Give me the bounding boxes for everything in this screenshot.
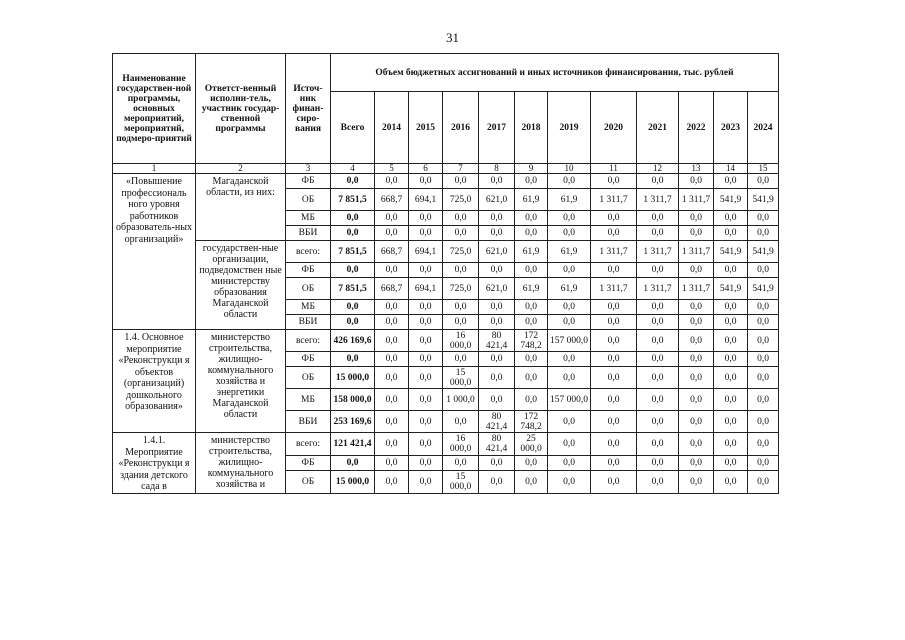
year-value-cell: 0,0 [548, 315, 591, 330]
header-year: 2018 [515, 92, 548, 164]
year-value-cell: 0,0 [515, 226, 548, 241]
column-number: 3 [286, 164, 331, 174]
header-year: 2022 [679, 92, 714, 164]
year-value-cell: 0,0 [748, 389, 779, 411]
year-value-cell: 0,0 [591, 389, 637, 411]
total-cell: 0,0 [331, 315, 375, 330]
source-cell: ОБ [286, 278, 331, 300]
source-cell: ФБ [286, 352, 331, 367]
executor-cell: министерство строительства, жилищно-коммунального хозяйства и энергетики Магаданской области [196, 330, 286, 433]
year-value-cell: 1 311,7 [679, 189, 714, 211]
year-value-cell: 0,0 [409, 470, 443, 493]
column-number: 10 [548, 164, 591, 174]
year-value-cell: 0,0 [591, 367, 637, 389]
total-cell: 158 000,0 [331, 389, 375, 411]
column-number: 15 [748, 164, 779, 174]
year-value-cell: 0,0 [748, 226, 779, 241]
year-value-cell: 0,0 [637, 367, 679, 389]
column-number: 11 [591, 164, 637, 174]
year-value-cell: 0,0 [637, 226, 679, 241]
year-value-cell: 0,0 [375, 367, 409, 389]
year-value-cell: 0,0 [679, 411, 714, 433]
year-value-cell: 0,0 [409, 330, 443, 352]
year-value-cell: 0,0 [409, 389, 443, 411]
year-value-cell: 0,0 [548, 174, 591, 189]
year-value-cell: 0,0 [679, 367, 714, 389]
year-value-cell: 0,0 [548, 226, 591, 241]
year-value-cell: 0,0 [637, 315, 679, 330]
year-value-cell: 541,9 [714, 278, 748, 300]
year-value-cell: 0,0 [409, 367, 443, 389]
year-value-cell: 725,0 [443, 278, 479, 300]
header-total: Всего [331, 92, 375, 164]
year-value-cell: 621,0 [479, 241, 515, 263]
source-cell: ОБ [286, 367, 331, 389]
year-value-cell: 0,0 [679, 433, 714, 456]
header-year: 2021 [637, 92, 679, 164]
header-year: 2023 [714, 92, 748, 164]
source-cell: ВБИ [286, 226, 331, 241]
year-value-cell: 0,0 [714, 433, 748, 456]
year-value-cell: 0,0 [548, 411, 591, 433]
year-value-cell: 541,9 [714, 189, 748, 211]
column-number: 1 [113, 164, 196, 174]
year-value-cell: 0,0 [375, 300, 409, 315]
column-number: 6 [409, 164, 443, 174]
total-cell: 15 000,0 [331, 470, 375, 493]
year-value-cell: 0,0 [714, 455, 748, 470]
year-value-cell: 0,0 [714, 330, 748, 352]
year-value-cell: 0,0 [591, 226, 637, 241]
year-value-cell: 1 311,7 [591, 241, 637, 263]
year-value-cell: 0,0 [679, 226, 714, 241]
year-value-cell: 1 311,7 [679, 241, 714, 263]
total-cell: 0,0 [331, 352, 375, 367]
year-value-cell: 0,0 [591, 352, 637, 367]
header-year: 2020 [591, 92, 637, 164]
table-row [113, 433, 779, 456]
year-value-cell: 668,7 [375, 241, 409, 263]
header-year: 2016 [443, 92, 479, 164]
year-value-cell: 0,0 [714, 411, 748, 433]
year-value-cell: 0,0 [714, 300, 748, 315]
source-cell: МБ [286, 211, 331, 226]
total-cell: 7 851,5 [331, 241, 375, 263]
year-value-cell: 0,0 [679, 389, 714, 411]
year-value-cell: 0,0 [748, 455, 779, 470]
column-number: 14 [714, 164, 748, 174]
year-value-cell: 1 311,7 [637, 278, 679, 300]
header-year: 2017 [479, 92, 515, 164]
year-value-cell: 0,0 [679, 330, 714, 352]
year-value-cell: 0,0 [748, 263, 779, 278]
year-value-cell: 694,1 [409, 241, 443, 263]
column-number: 9 [515, 164, 548, 174]
year-value-cell: 0,0 [409, 411, 443, 433]
year-value-cell: 541,9 [748, 278, 779, 300]
source-cell: ОБ [286, 189, 331, 211]
year-value-cell: 0,0 [679, 455, 714, 470]
total-cell: 0,0 [331, 455, 375, 470]
year-value-cell: 0,0 [443, 411, 479, 433]
year-value-cell: 0,0 [409, 300, 443, 315]
year-value-cell: 0,0 [591, 174, 637, 189]
year-value-cell: 0,0 [515, 211, 548, 226]
year-value-cell: 0,0 [679, 211, 714, 226]
year-value-cell: 157 000,0 [548, 330, 591, 352]
program-name-cell: 1.4.1. Мероприятие «Реконструкци я здания детского сада в [113, 433, 196, 494]
year-value-cell: 0,0 [637, 352, 679, 367]
total-cell: 0,0 [331, 263, 375, 278]
year-value-cell: 0,0 [637, 174, 679, 189]
column-number: 12 [637, 164, 679, 174]
year-value-cell: 157 000,0 [548, 389, 591, 411]
year-value-cell: 0,0 [375, 352, 409, 367]
year-value-cell: 0,0 [443, 300, 479, 315]
year-value-cell: 1 311,7 [637, 241, 679, 263]
year-value-cell: 0,0 [375, 226, 409, 241]
year-value-cell: 25 000,0 [515, 433, 548, 456]
year-value-cell: 0,0 [375, 411, 409, 433]
year-value-cell: 80 421,4 [479, 433, 515, 456]
year-value-cell: 0,0 [714, 263, 748, 278]
source-cell: ВБИ [286, 315, 331, 330]
year-value-cell: 0,0 [748, 174, 779, 189]
year-value-cell: 0,0 [479, 389, 515, 411]
executor-cell: Магаданской области, из них: [196, 174, 286, 241]
year-value-cell: 0,0 [479, 174, 515, 189]
year-value-cell: 0,0 [375, 211, 409, 226]
year-value-cell: 1 311,7 [591, 278, 637, 300]
year-value-cell: 0,0 [548, 455, 591, 470]
year-value-cell: 0,0 [375, 330, 409, 352]
year-value-cell: 621,0 [479, 189, 515, 211]
year-value-cell: 0,0 [748, 367, 779, 389]
year-value-cell: 725,0 [443, 241, 479, 263]
year-value-cell: 0,0 [714, 470, 748, 493]
header-year: 2019 [548, 92, 591, 164]
total-cell: 426 169,6 [331, 330, 375, 352]
year-value-cell: 541,9 [748, 189, 779, 211]
year-value-cell: 621,0 [479, 278, 515, 300]
year-value-cell: 0,0 [479, 455, 515, 470]
year-value-cell: 0,0 [479, 367, 515, 389]
year-value-cell: 0,0 [679, 352, 714, 367]
year-value-cell: 0,0 [548, 352, 591, 367]
year-value-cell: 0,0 [591, 211, 637, 226]
source-cell: всего: [286, 433, 331, 456]
source-cell: МБ [286, 389, 331, 411]
column-number: 4 [331, 164, 375, 174]
year-value-cell: 0,0 [479, 226, 515, 241]
column-number: 8 [479, 164, 515, 174]
year-value-cell: 0,0 [409, 211, 443, 226]
total-cell: 15 000,0 [331, 367, 375, 389]
source-cell: ФБ [286, 174, 331, 189]
header-year: 2015 [409, 92, 443, 164]
year-value-cell: 668,7 [375, 189, 409, 211]
year-value-cell: 0,0 [443, 315, 479, 330]
year-value-cell: 0,0 [748, 470, 779, 493]
year-value-cell: 0,0 [443, 211, 479, 226]
year-value-cell: 0,0 [515, 352, 548, 367]
year-value-cell: 61,9 [515, 241, 548, 263]
year-value-cell: 0,0 [409, 315, 443, 330]
year-value-cell: 0,0 [591, 300, 637, 315]
year-value-cell: 1 311,7 [679, 278, 714, 300]
year-value-cell: 0,0 [479, 352, 515, 367]
year-value-cell: 0,0 [591, 411, 637, 433]
year-value-cell: 0,0 [637, 455, 679, 470]
year-value-cell: 0,0 [548, 300, 591, 315]
year-value-cell: 16 000,0 [443, 330, 479, 352]
year-value-cell: 0,0 [443, 226, 479, 241]
year-value-cell: 0,0 [548, 211, 591, 226]
year-value-cell: 0,0 [714, 211, 748, 226]
year-value-cell: 0,0 [714, 174, 748, 189]
year-value-cell: 0,0 [548, 470, 591, 493]
total-cell: 0,0 [331, 226, 375, 241]
program-name-cell: «Повышение профессиональ ного уровня работников образователь-ных организаций» [113, 174, 196, 330]
year-value-cell: 0,0 [714, 389, 748, 411]
year-value-cell: 0,0 [637, 211, 679, 226]
year-value-cell: 0,0 [748, 211, 779, 226]
year-value-cell: 0,0 [515, 300, 548, 315]
year-value-cell: 0,0 [375, 315, 409, 330]
year-value-cell: 0,0 [714, 352, 748, 367]
year-value-cell: 0,0 [748, 433, 779, 456]
source-cell: ФБ [286, 455, 331, 470]
table-row [113, 330, 779, 352]
year-value-cell: 0,0 [679, 300, 714, 315]
year-value-cell: 0,0 [479, 315, 515, 330]
year-value-cell: 0,0 [479, 300, 515, 315]
header-source: Источ-ник финан-сиро-вания [286, 54, 331, 164]
year-value-cell: 61,9 [548, 241, 591, 263]
year-value-cell: 15 000,0 [443, 470, 479, 493]
header-executor: Ответст-венный исполни-тель, участник государ-ственной программы [196, 54, 286, 164]
year-value-cell: 694,1 [409, 189, 443, 211]
year-value-cell: 0,0 [515, 174, 548, 189]
year-value-cell: 80 421,4 [479, 330, 515, 352]
year-value-cell: 61,9 [515, 278, 548, 300]
executor-cell: министерство строительства, жилищно-коммунального хозяйства и [196, 433, 286, 494]
year-value-cell: 694,1 [409, 278, 443, 300]
source-cell: МБ [286, 300, 331, 315]
year-value-cell: 15 000,0 [443, 367, 479, 389]
total-cell: 121 421,4 [331, 433, 375, 456]
year-value-cell: 0,0 [515, 389, 548, 411]
year-value-cell: 0,0 [748, 300, 779, 315]
year-value-cell: 1 000,0 [443, 389, 479, 411]
year-value-cell: 0,0 [443, 263, 479, 278]
column-number: 13 [679, 164, 714, 174]
year-value-cell: 0,0 [679, 263, 714, 278]
year-value-cell: 0,0 [515, 470, 548, 493]
year-value-cell: 0,0 [591, 263, 637, 278]
year-value-cell: 0,0 [548, 263, 591, 278]
year-value-cell: 0,0 [679, 174, 714, 189]
year-value-cell: 172 748,2 [515, 330, 548, 352]
year-value-cell: 172 748,2 [515, 411, 548, 433]
year-value-cell: 0,0 [637, 433, 679, 456]
total-cell: 0,0 [331, 300, 375, 315]
year-value-cell: 0,0 [637, 389, 679, 411]
budget-table [112, 53, 779, 494]
year-value-cell: 0,0 [375, 433, 409, 456]
year-value-cell: 0,0 [714, 367, 748, 389]
year-value-cell: 725,0 [443, 189, 479, 211]
program-name-cell: 1.4. Основное мероприятие «Реконструкци я объектов (организаций) дошкольного образования» [113, 330, 196, 433]
year-value-cell: 0,0 [409, 455, 443, 470]
year-value-cell: 0,0 [443, 352, 479, 367]
year-value-cell: 0,0 [679, 470, 714, 493]
year-value-cell: 0,0 [409, 174, 443, 189]
year-value-cell: 0,0 [409, 352, 443, 367]
year-value-cell: 61,9 [515, 189, 548, 211]
year-value-cell: 0,0 [443, 174, 479, 189]
year-value-cell: 0,0 [409, 226, 443, 241]
year-value-cell: 0,0 [443, 455, 479, 470]
year-value-cell: 0,0 [375, 470, 409, 493]
year-value-cell: 668,7 [375, 278, 409, 300]
header-year: 2014 [375, 92, 409, 164]
total-cell: 7 851,5 [331, 278, 375, 300]
year-value-cell: 0,0 [714, 315, 748, 330]
year-value-cell: 0,0 [637, 411, 679, 433]
year-value-cell: 0,0 [637, 300, 679, 315]
year-value-cell: 0,0 [375, 455, 409, 470]
year-value-cell: 541,9 [714, 241, 748, 263]
year-value-cell: 0,0 [479, 211, 515, 226]
total-cell: 7 851,5 [331, 189, 375, 211]
source-cell: ВБИ [286, 411, 331, 433]
year-value-cell: 0,0 [515, 315, 548, 330]
source-cell: всего: [286, 330, 331, 352]
year-value-cell: 0,0 [591, 433, 637, 456]
year-value-cell: 0,0 [515, 455, 548, 470]
year-value-cell: 1 311,7 [591, 189, 637, 211]
year-value-cell: 0,0 [748, 330, 779, 352]
header-funding: Объем бюджетных ассигнований и иных источников финансирования, тыс. рублей [331, 54, 779, 92]
source-cell: ОБ [286, 470, 331, 493]
year-value-cell: 0,0 [548, 433, 591, 456]
year-value-cell: 0,0 [637, 263, 679, 278]
year-value-cell: 0,0 [591, 330, 637, 352]
year-value-cell: 541,9 [748, 241, 779, 263]
year-value-cell: 61,9 [548, 189, 591, 211]
year-value-cell: 0,0 [515, 367, 548, 389]
header-year: 2024 [748, 92, 779, 164]
page-number: 31 [446, 30, 459, 45]
executor-cell: государствен-ные организации, подведомствен ные министерству образования Магаданской области [196, 241, 286, 330]
year-value-cell: 0,0 [748, 411, 779, 433]
year-value-cell: 0,0 [591, 455, 637, 470]
source-cell: ФБ [286, 263, 331, 278]
year-value-cell: 0,0 [409, 433, 443, 456]
year-value-cell: 0,0 [591, 315, 637, 330]
year-value-cell: 0,0 [479, 263, 515, 278]
year-value-cell: 0,0 [375, 174, 409, 189]
total-cell: 0,0 [331, 174, 375, 189]
year-value-cell: 0,0 [515, 263, 548, 278]
year-value-cell: 0,0 [479, 470, 515, 493]
year-value-cell: 80 421,4 [479, 411, 515, 433]
total-cell: 253 169,6 [331, 411, 375, 433]
column-number: 2 [196, 164, 286, 174]
year-value-cell: 0,0 [714, 226, 748, 241]
year-value-cell: 1 311,7 [637, 189, 679, 211]
year-value-cell: 0,0 [637, 330, 679, 352]
source-cell: всего: [286, 241, 331, 263]
year-value-cell: 0,0 [591, 470, 637, 493]
table-row [113, 174, 779, 189]
year-value-cell: 0,0 [375, 263, 409, 278]
total-cell: 0,0 [331, 211, 375, 226]
year-value-cell: 0,0 [748, 315, 779, 330]
column-number: 5 [375, 164, 409, 174]
year-value-cell: 0,0 [375, 389, 409, 411]
table-row [113, 241, 779, 263]
year-value-cell: 0,0 [637, 470, 679, 493]
year-value-cell: 0,0 [548, 367, 591, 389]
year-value-cell: 0,0 [409, 263, 443, 278]
year-value-cell: 0,0 [679, 315, 714, 330]
header-program-name: Наименование государствен-ной программы, основных мероприятий, мероприятий, подмеро-приятий [113, 54, 196, 164]
year-value-cell: 0,0 [748, 352, 779, 367]
year-value-cell: 61,9 [548, 278, 591, 300]
year-value-cell: 16 000,0 [443, 433, 479, 456]
column-number: 7 [443, 164, 479, 174]
